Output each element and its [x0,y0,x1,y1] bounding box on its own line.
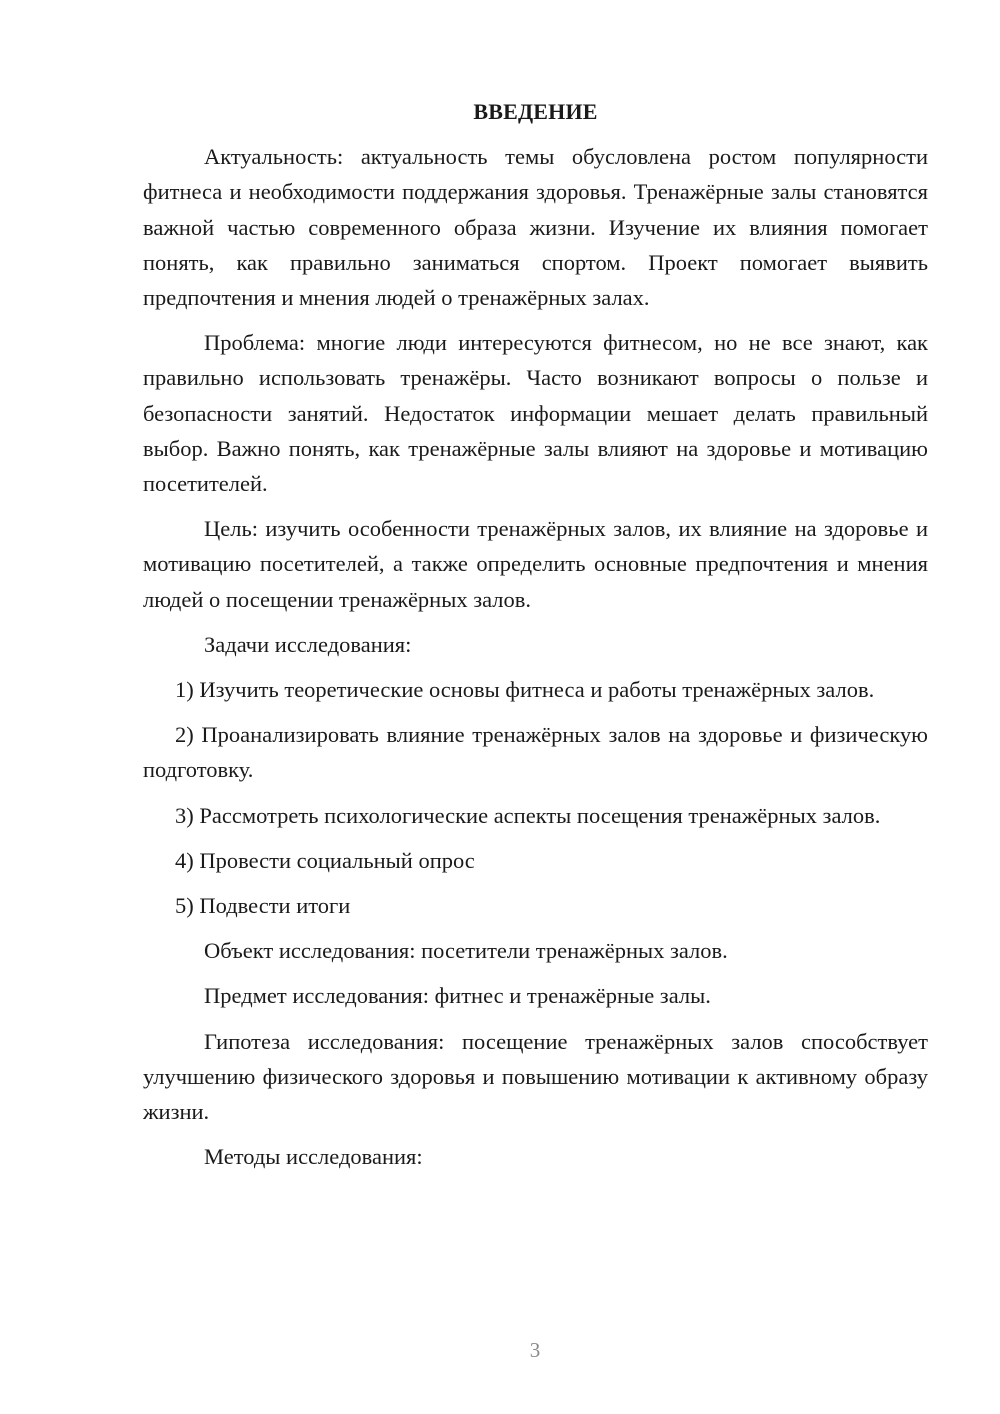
methods-paragraph: Методы исследования: [204,1144,423,1170]
page-content [143,94,928,1174]
tasks-heading: Задачи исследования: [204,631,412,657]
goal-paragraph: Цель: изучить особенности тренажёрных залов, их влияние на здоровье и мотивацию посетителей, а также определить основные предпочтения и мнения людей о посещении тренажёрных залов. [143,516,928,612]
hypothesis-paragraph: Гипотеза исследования: посещение тренажёрных залов способствует улучшению физического здоровья и повышению мотивации к активному образу жизни. [143,1028,928,1125]
page-number: 3 [529,1338,541,1362]
task-item-3: 3) Рассмотреть психологические аспекты посещения тренажёрных залов. [175,802,881,828]
task-item-5: 5) Подвести итоги [175,893,351,919]
page-title: ВВЕДЕНИЕ [473,99,598,124]
task-item-1: 1) Изучить теоретические основы фитнеса и работы тренажёрных залов. [175,677,875,703]
object-paragraph: Объект исследования: посетители тренажёрных залов. [204,938,728,964]
problem-paragraph: Проблема: многие люди интересуются фитнесом, но не все знают, как правильно использовать тренажёры. Часто возникают вопросы о пользе и безопасности занятий. Недостаток информации мешает делать правильный выбор. Важно понять, как тренажёрные залы влияют на здоровье и мотивацию посетителей. [143,330,928,497]
relevance-paragraph: Актуальность: актуальность темы обусловлена ростом популярности фитнеса и необходимости поддержания здоровья. Тренажёрные залы становятся важной частью современного образа жизни. Изучение их влияния помогает понять, как правильно заниматься спортом. Проект помогает выявить предпочтения и мнения людей о тренажёрных залах. [143,144,928,311]
subject-paragraph: Предмет исследования: фитнес и тренажёрные залы. [204,983,711,1009]
task-item-2: 2) Проанализировать влияние тренажёрных залов на здоровье и физическую подготовку. [143,722,928,783]
task-item-4: 4) Провести социальный опрос [175,847,475,873]
